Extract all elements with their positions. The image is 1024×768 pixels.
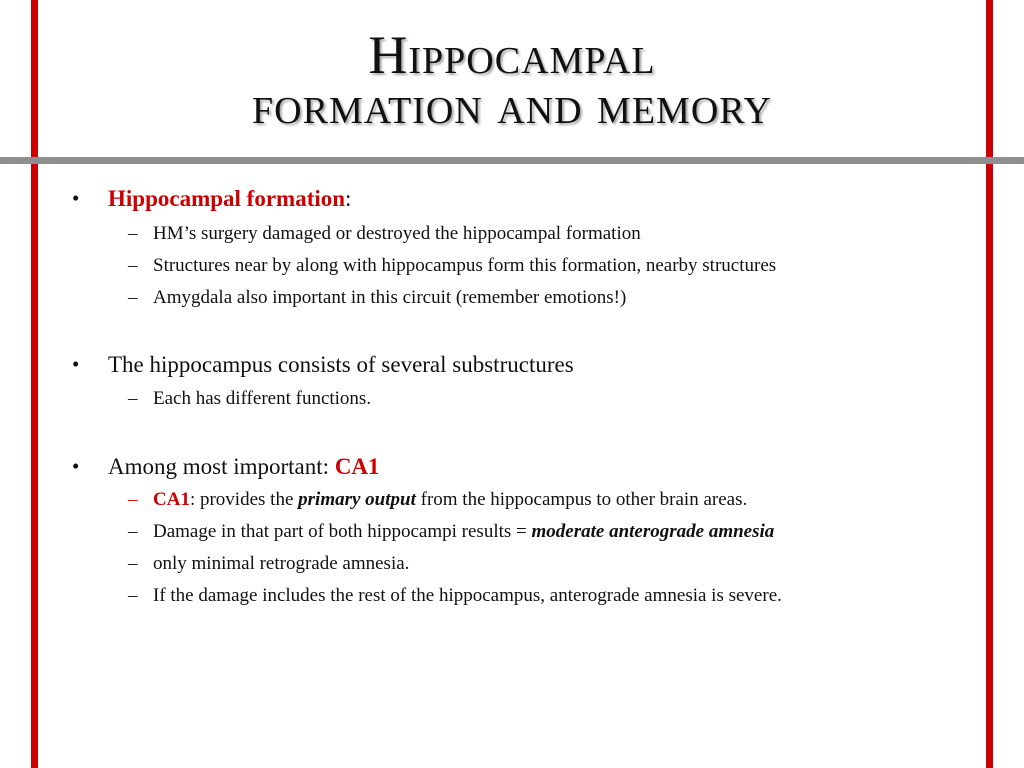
sub-bullet-different-functions: Each has different functions. (153, 388, 372, 409)
dash-marker: – (128, 521, 138, 542)
sub-bullet-amygdala: Amygdala also important in this circuit (remember emotions!) (153, 287, 627, 308)
bullet-substructures: The hippocampus consists of several substructures (108, 352, 574, 377)
dash-marker: – (128, 255, 138, 276)
damage-text: Damage in that part of both hippocampi results = (153, 521, 532, 542)
primary-output-emphasis: primary output (298, 489, 416, 510)
bullet-marker: • (72, 186, 80, 210)
bullet-marker: • (72, 454, 80, 478)
title-line-2: formation and memory (252, 75, 772, 135)
sub-bullet-hm-surgery: HM’s surgery damaged or destroyed the hippocampal formation (153, 223, 641, 244)
ca1-term: CA1 (153, 489, 190, 510)
dash-marker: – (128, 388, 138, 409)
bullet-hippocampal-formation (108, 186, 351, 212)
heading-hippocampal-formation: Hippocampal formation (108, 186, 346, 211)
sub-bullet-retrograde: only minimal retrograde amnesia. (153, 553, 410, 574)
heading-colon: : (345, 186, 352, 211)
title-divider (0, 157, 1024, 164)
bullet-among-most-important (108, 454, 380, 480)
ca1-text-1: : provides the (189, 489, 299, 510)
ca1-text-2: from the hippocampus to other brain areas. (415, 489, 748, 510)
left-border-bar (31, 0, 38, 768)
right-border-bar (986, 0, 993, 768)
sub-bullet-damage-results (153, 521, 774, 543)
sub-bullet-severe: If the damage includes the rest of the hippocampus, anterograde amnesia is severe. (153, 585, 782, 606)
sub-bullet-ca1-output (153, 489, 747, 511)
among-prefix: Among most important: (108, 454, 335, 479)
dash-marker: – (128, 223, 138, 244)
slide-title (40, 25, 984, 135)
dash-marker: – (128, 553, 138, 574)
title-line-1: Hippocampal (368, 25, 656, 85)
bullet-marker: • (72, 352, 80, 376)
dash-marker: – (128, 287, 138, 308)
sub-bullet-structures: Structures near by along with hippocampus form this formation, nearby structures (153, 255, 777, 276)
dash-marker: – (128, 489, 138, 510)
moderate-amnesia-emphasis: moderate anterograde amnesia (531, 521, 775, 542)
ca1-highlight: CA1 (334, 454, 380, 479)
dash-marker: – (128, 585, 138, 606)
